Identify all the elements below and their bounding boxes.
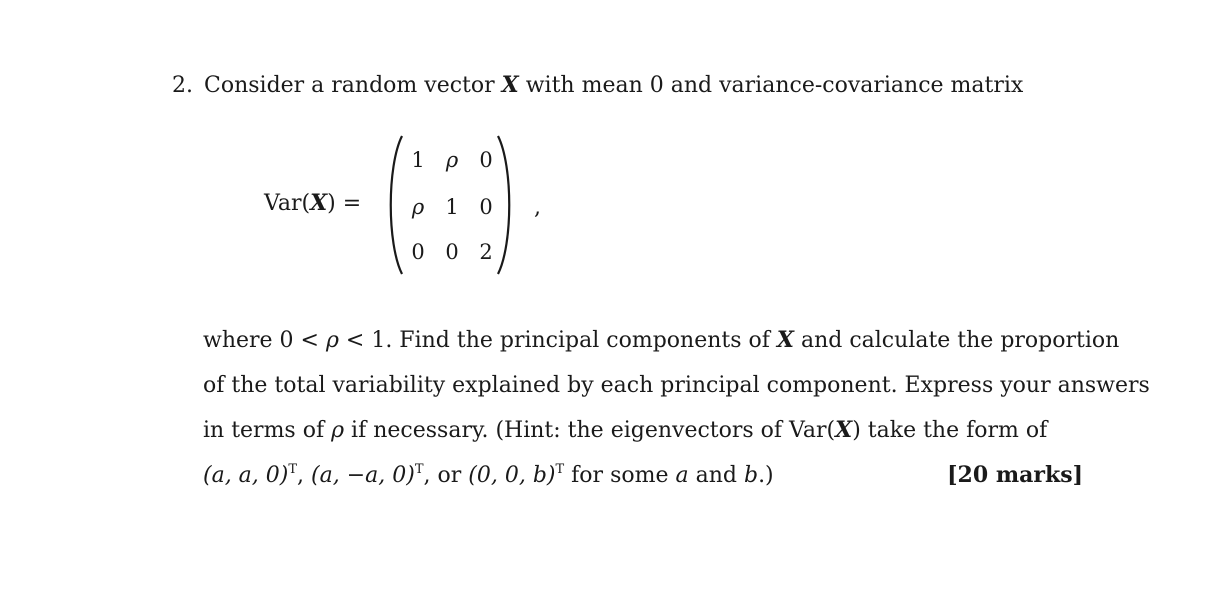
question-body: [203, 318, 1150, 498]
matrix-cell: 1: [411, 148, 425, 172]
body-line-1: [203, 318, 1120, 363]
var-symbol: X: [310, 190, 328, 216]
intro-text-1: Consider a random vector: [204, 73, 502, 98]
text: .): [758, 463, 774, 488]
text: for some: [564, 463, 676, 488]
text: if necessary. (Hint: the eigenvectors of Var(: [344, 418, 836, 443]
matrix-cell: 0: [479, 148, 493, 172]
vector-symbol: X: [501, 72, 519, 98]
vector-symbol: X: [776, 327, 794, 353]
marks-label: [20 marks]: [947, 462, 1083, 488]
eigenvector-1: (a, a, 0): [203, 463, 289, 488]
rho-symbol: ρ: [325, 328, 339, 353]
matrix-cell: 0: [445, 240, 459, 264]
matrix-cell: ρ: [411, 195, 425, 219]
text: < 1. Find the principal components of: [338, 328, 777, 353]
var-prefix: Var(: [264, 191, 311, 216]
intro-text-2: with mean 0 and variance-covariance matrix: [518, 73, 1024, 98]
rho-symbol: ρ: [331, 418, 345, 443]
eigenvector-2: (a, −a, 0): [311, 463, 415, 488]
text: where 0 <: [203, 328, 326, 353]
text: ) take the form of: [852, 418, 1048, 443]
transpose-mark: T: [288, 462, 298, 477]
text: and calculate the proportion: [793, 328, 1120, 353]
text: , or: [423, 463, 469, 488]
eigenvector-3: (0, 0, b): [468, 463, 556, 488]
equation-comma: ,: [534, 195, 541, 220]
transpose-mark: T: [555, 462, 565, 477]
var-suffix: ) =: [327, 191, 362, 216]
matrix-cell: 2: [479, 240, 493, 264]
body-line-2: of the total variability explained by each principal component. Express your answers: [203, 373, 1150, 398]
vector-symbol: X: [835, 417, 853, 443]
symbol-b: b: [743, 463, 759, 488]
text: in terms of: [203, 418, 332, 443]
text: and: [688, 463, 744, 488]
body-line-3: [203, 408, 1083, 453]
left-paren-icon: [384, 134, 406, 276]
matrix-cell: 1: [445, 195, 459, 219]
matrix-cell: 0: [411, 240, 425, 264]
matrix-cell: 0: [479, 195, 493, 219]
question-header: [172, 72, 1023, 98]
matrix-cell: ρ: [445, 148, 459, 172]
symbol-a: a: [675, 463, 689, 488]
body-line-4: [203, 453, 1083, 498]
equation-lhs: [264, 190, 361, 216]
text: ,: [297, 463, 312, 488]
question-number: 2.: [172, 73, 193, 98]
transpose-mark: T: [414, 462, 424, 477]
